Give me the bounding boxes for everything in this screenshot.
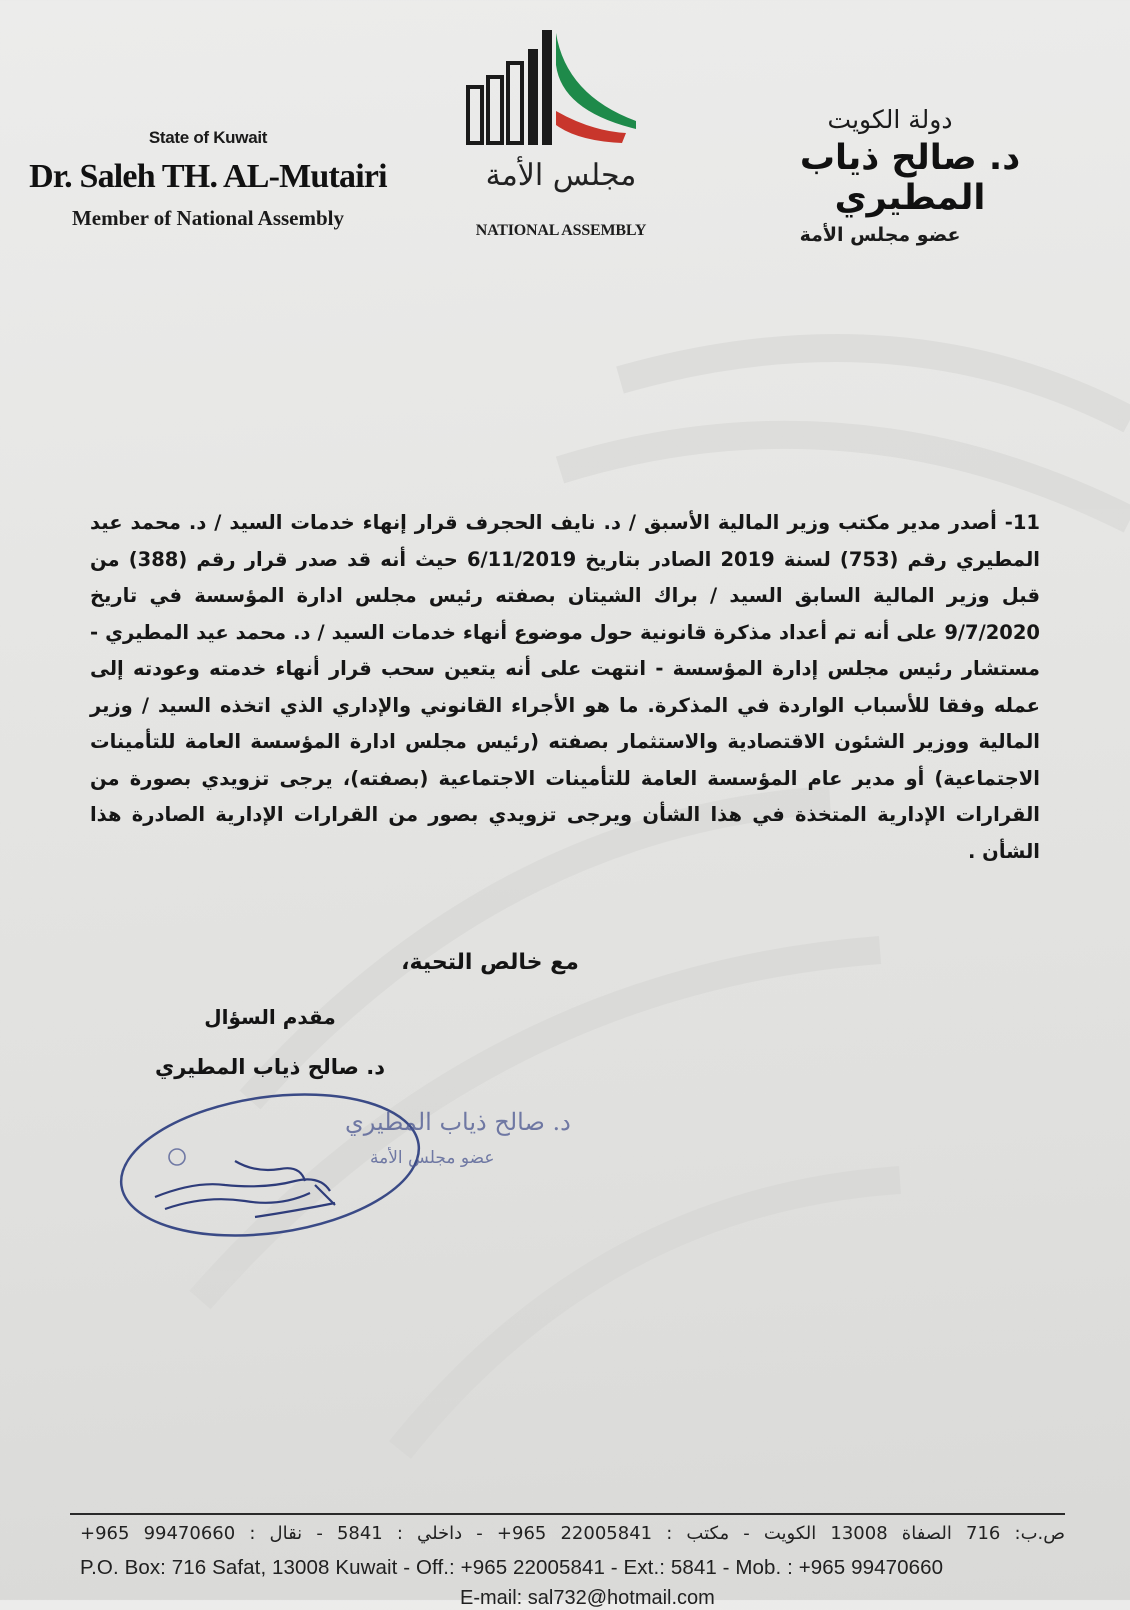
signature-scribble — [155, 1161, 335, 1217]
footer-contact-arabic: ص.ب: 716 الصفاة 13008 الكويت - مكتب : 22005841 965+ - داخلي : 5841 - نقال : 99470660 965+ — [80, 1523, 1066, 1544]
footer-contact-english: P.O. Box: 716 Safat, 13008 Kuwait - Off.: +965 22005841 - Ext.: 5841 - Mob. : +965 99470660 — [80, 1556, 944, 1579]
member-title-arabic: عضو مجلس الأمة — [799, 224, 961, 246]
logo-arabic-text: مجلس الأمة — [485, 158, 637, 193]
question-paragraph: 11- أصدر مدير مكتب وزير المالية الأسبق / د. نايف الحجرف قرار إنهاء خدمات السيد / د. محمد عيد المطيري رقم (753) لسنة 2019 الصادر بتاريخ 6/11/2019 حيث أنه قد صدر قرار رقم (388) من قبل وزير المالية السابق السيد / براك الشيتان بصفته رئيس مجلس ادارة المؤسسة في تاريخ 9/7/2020 على أنه تم أعداد مذكرة قانونية حول موضوع أنهاء خدمات السيد / د. محمد عيد المطيري - مستشار رئيس مجلس إدارة المؤسسة - انتهت على أنه يتعين سحب قرار أنهاء خدمته وعودته إلى عمله وفقا للأسباب الواردة في المذكرة. ما هو الأجراء القانوني والإداري الذي اتخذه السيد / وزير المالية ووزير الشئون الاقتصادية والاستثمار بصفته (رئيس مجلس ادارة المؤسسة العامة للتأمينات الاجتماعية) أو مدير عام المؤسسة العامة للتأمينات الاجتماعية (بصفته)، يرجى تزويدي بصورة من القرارات الإدارية المتخذة في هذا الشأن ويرجى تزويدي بصور من القرارات الإدارية الصادرة هذا الشأن . — [90, 511, 1040, 863]
stamp-name-text: د. صالح ذياب المطيري — [345, 1108, 571, 1136]
english-letterhead — [18, 128, 398, 231]
footer-divider — [70, 1513, 1065, 1515]
state-of-kuwait-arabic: دولة الكويت — [827, 105, 953, 134]
state-of-kuwait-label: State of Kuwait — [148, 128, 268, 147]
member-name-english: Dr. Saleh TH. AL-Mutairi — [29, 158, 387, 195]
signature-stamp — [105, 1085, 571, 1250]
arabic-letterhead — [730, 105, 1090, 246]
national-assembly-logo — [466, 25, 656, 245]
footer-email: E-mail: sal732@hotmail.com — [460, 1587, 715, 1609]
member-title-english: Member of National Assembly — [71, 206, 344, 230]
logo-english-text: NATIONAL ASSEMBLY — [475, 222, 647, 239]
submitter-name: د. صالح ذياب المطيري — [154, 1055, 386, 1079]
closing-greeting: مع خالص التحية، — [401, 950, 579, 975]
stamp-title-text: عضو مجلس الأمة — [370, 1148, 495, 1168]
member-name-arabic: د. صالح ذياب المطيري — [799, 138, 1021, 218]
submitter-label: مقدم السؤال — [204, 1005, 336, 1029]
